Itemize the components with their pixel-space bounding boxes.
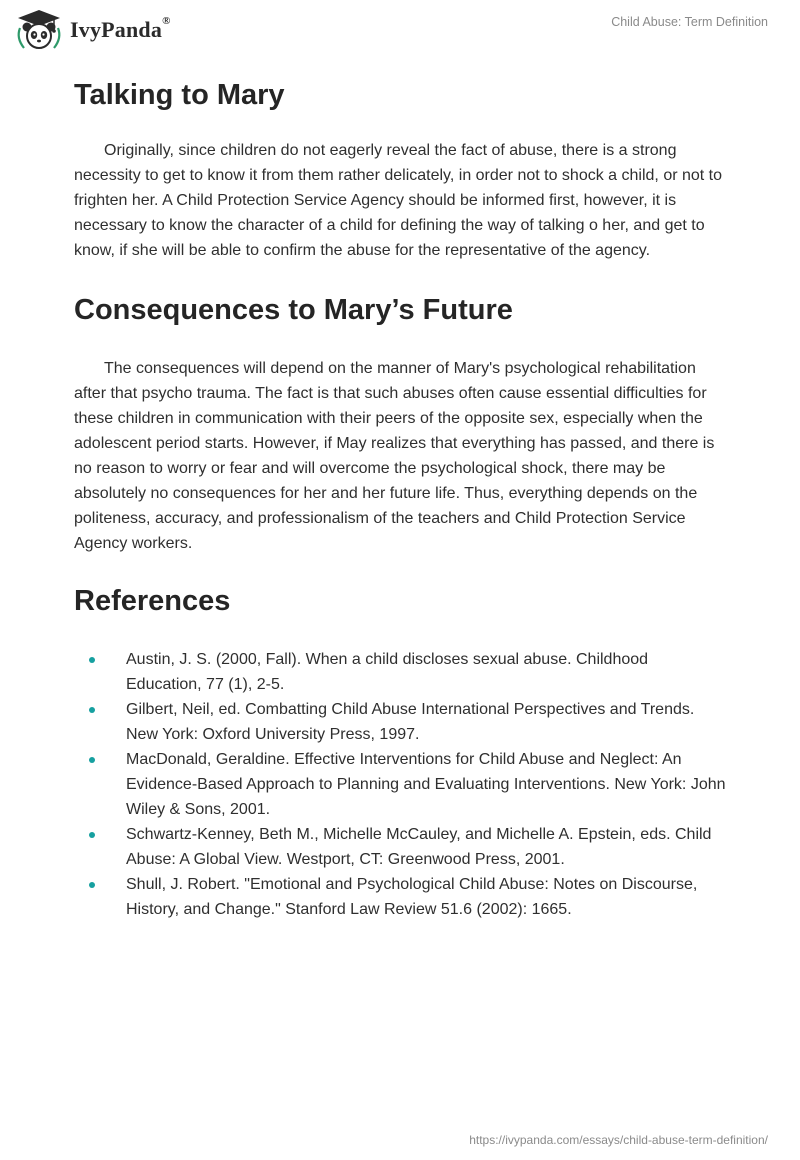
reference-text: Gilbert, Neil, ed. Combatting Child Abuse International Perspectives and Trends. New York: Oxford University Press, 1997. (126, 701, 695, 743)
brand-logo[interactable] (14, 8, 171, 52)
reference-item (74, 872, 726, 922)
bullet-icon (89, 757, 95, 763)
page-header (0, 0, 800, 60)
bullet-icon (89, 832, 95, 838)
references-list (74, 647, 726, 922)
reference-text: Shull, J. Robert. "Emotional and Psychological Child Abuse: Notes on Discourse, History, and Change." Stanford Law Review 51.6 (2002): 1665. (126, 876, 698, 918)
document-body (74, 70, 726, 922)
source-url[interactable]: https://ivypanda.com/essays/child-abuse-term-definition/ (469, 1133, 768, 1147)
brand-name: IvyPanda® (70, 15, 171, 42)
document-title: Child Abuse: Term Definition (611, 15, 768, 29)
reference-text: Schwartz-Kenney, Beth M., Michelle McCauley, and Michelle A. Epstein, eds. Child Abuse: A Global View. Westport, CT: Greenwood Press, 2001. (126, 826, 712, 868)
bullet-icon (89, 882, 95, 888)
heading-references: References (74, 585, 231, 617)
heading-consequences: Consequences to Mary’s Future (74, 294, 513, 326)
paragraph-talking-to-mary: Originally, since children do not eagerly reveal the fact of abuse, there is a strong necessity to get to know it from them rather delicately, in order not to shock a child, or not to frighten her. A Child Protection Service Agency should be informed first, however, it is necessary to know the character of a child for defining the way of talking o her, and get to know, if she will be able to confirm the abuse for the representative of the agency. (74, 142, 723, 259)
registered-mark: ® (162, 15, 171, 27)
heading-talking-to-mary: Talking to Mary (74, 79, 285, 111)
reference-item (74, 747, 726, 822)
reference-item (74, 822, 726, 872)
bullet-icon (89, 657, 95, 663)
reference-item (74, 647, 726, 697)
reference-text: MacDonald, Geraldine. Effective Interventions for Child Abuse and Neglect: An Evidence-Based Approach to Planning and Evaluating Interventions. New York: John Wiley & Sons, 2001. (126, 751, 726, 818)
reference-text: Austin, J. S. (2000, Fall). When a child discloses sexual abuse. Childhood Education, 77 (1), 2-5. (126, 651, 649, 693)
paragraph-consequences: The consequences will depend on the manner of Mary's psychological rehabilitation after that psycho trauma. The fact is that such abuses often cause essential difficulties for these children in communication with their peers of the opposite sex, especially when the adolescent period starts. However, if May realizes that everything has passed, and there is no reason to worry or fear and will overcome the psychological shock, there may be absolutely no consequences for her and her future life. Thus, everything depends on the politeness, accuracy, and professionalism of the teachers and Child Protection Service Agency workers. (74, 360, 715, 552)
reference-item (74, 697, 726, 747)
panda-graduation-cap-icon (14, 8, 64, 52)
bullet-icon (89, 707, 95, 713)
